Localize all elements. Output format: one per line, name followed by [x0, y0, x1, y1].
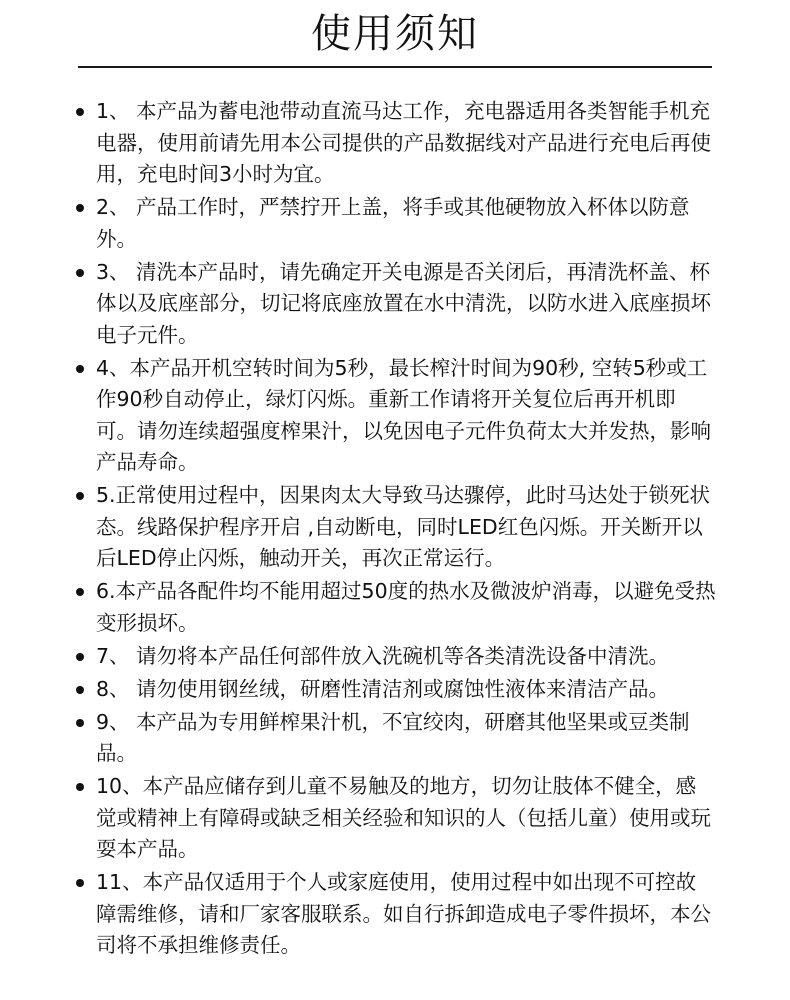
notice-text: 9、 本产品为专用鲜榨果汁机，不宜绞肉，研磨其他坚果或豆类制品。	[96, 709, 690, 765]
notice-item-11	[0, 867, 716, 962]
notice-text: 1、 本产品为蓄电池带动直流马达工作，充电器适用各类智能手机充电器，使用前请先用本公司提供的产品数据线对产品进行充电后再使用，充电时间3小时为宜。	[96, 99, 711, 186]
bullet-icon	[76, 719, 84, 727]
bullet-icon	[76, 686, 84, 694]
page-title: 使用须知	[311, 11, 479, 57]
bullet-icon	[76, 492, 84, 500]
notice-text: 8、 请勿使用钢丝绒，研磨性清洁剂或腐蚀性液体来清洁产品。	[96, 676, 670, 701]
notice-text: 4、本产品开机空转时间为5秒，最长榨汁时间为90秒, 空转5秒或工作90秒自动停止，绿灯闪烁。重新工作请将开关复位后再开机即可。请勿连续超强度榨果汁，以免因电子元件负荷太大并发热，影响产品寿命。	[96, 355, 711, 474]
notice-text: 6.本产品各配件均不能用超过50度的热水及微波炉消毒，以避免受热变形损坏。	[96, 579, 716, 635]
notice-text: 3、 清洗本产品时，请先确定开关电源是否关闭后，再清洗杯盖、杯体以及底座部分，切记将底座放置在水中清洗，以防水进入底座损坏电子元件。	[96, 259, 711, 347]
bullet-icon	[76, 269, 84, 277]
bullet-icon	[76, 204, 84, 212]
bullet-icon	[76, 588, 84, 596]
notice-item-2	[0, 192, 716, 255]
notice-item-10	[0, 771, 716, 866]
notice-item-7	[0, 641, 716, 673]
notice-item-6	[0, 576, 716, 639]
bullet-icon	[76, 108, 84, 116]
notice-text: 2、 产品工作时，严禁拧开上盖，将手或其他硬物放入杯体以防意外。	[96, 195, 690, 251]
notice-item-1	[0, 96, 716, 191]
notice-text: 11、本产品仅适用于个人或家庭使用，使用过程中如出现不可控故障需维修，请和厂家客服联系。如自行拆卸造成电子零件损坏，本公司将不承担维修责任。	[96, 870, 711, 957]
notice-item-9	[0, 707, 716, 770]
notice-item-4	[0, 353, 716, 479]
title-divider	[78, 66, 712, 68]
bullet-icon	[76, 783, 84, 791]
bullet-icon	[76, 365, 84, 373]
notice-item-8	[0, 674, 716, 706]
bullet-icon	[76, 653, 84, 661]
notice-text: 7、 请勿将本产品任何部件放入洗碗机等各类清洗设备中清洗。	[96, 643, 670, 668]
notice-text: 5.正常使用过程中，因果肉太大导致马达骤停，此时马达处于锁死状态。线路保护程序开启 ,自动断电，同时LED红色闪烁。开关断开以后LED停止闪烁，触动开关，再次正常运行。	[96, 483, 711, 570]
notice-list	[0, 96, 790, 963]
bullet-icon	[76, 879, 84, 887]
notice-text: 10、本产品应储存到儿童不易触及的地方，切勿让肢体不健全，感觉或精神上有障碍或缺乏相关经验和知识的人（包括儿童）使用或玩耍本产品。	[96, 774, 711, 861]
notice-item-5	[0, 480, 716, 575]
notice-item-3	[0, 257, 716, 352]
